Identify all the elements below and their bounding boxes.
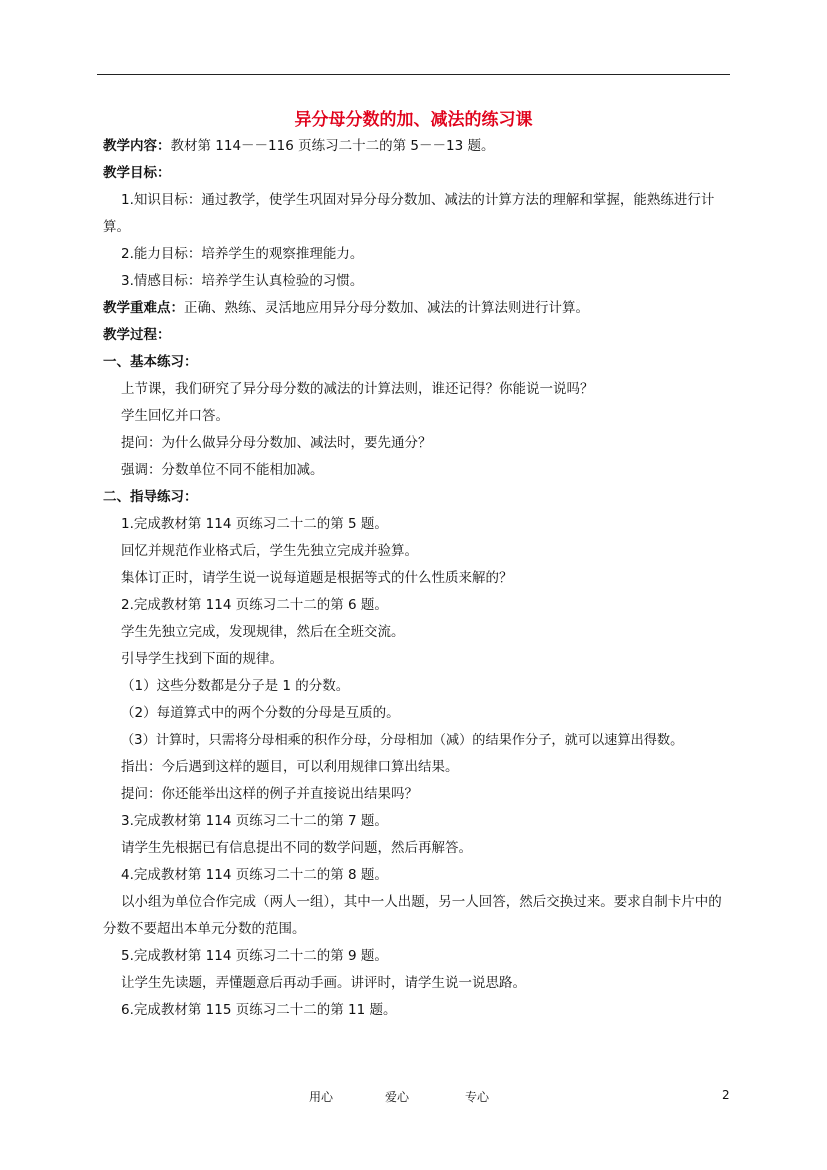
section2-line: （3）计算时，只需将分母相乘的积作分母，分母相加（减）的结果作分子，就可以速算出得数。 [121, 733, 684, 748]
section2-line: 让学生先读题，弄懂题意后再动手画。讲评时，请学生说一说思路。 [121, 975, 526, 991]
section2-heading: 二、指导练习： [103, 489, 198, 505]
document-body [103, 133, 733, 1024]
section1-line: 强调：分数单位不同不能相加减。 [121, 462, 324, 478]
section1-line: 学生回忆并口答。 [121, 408, 229, 424]
page-footer [0, 1088, 827, 1108]
content-label: 教学内容： [103, 138, 171, 154]
goal-item-3: 3.情感目标：培养学生认真检验的习惯。 [121, 273, 364, 289]
section1-line: 上节课，我们研究了异分母分数的减法的计算法则，谁还记得？你能说一说吗？ [121, 381, 594, 397]
page-number: 2 [722, 1088, 730, 1102]
section2-line: 请学生先根据已有信息提出不同的数学问题，然后再解答。 [121, 840, 472, 856]
footer-word: 专心 [465, 1090, 490, 1104]
section2-line: 4.完成教材第 114 页练习二十二的第 8 题。 [121, 867, 388, 883]
section2-line: 提问：你还能举出这样的例子并直接说出结果吗？ [121, 786, 418, 802]
section2-line: 1.完成教材第 114 页练习二十二的第 5 题。 [121, 516, 388, 532]
section2-line: 以小组为单位合作完成（两人一组），其中一人出题，另一人回答，然后交换过来。要求自制卡片中的分数不要超出本单元分数的范围。 [103, 894, 722, 937]
section1-line: 提问：为什么做异分母分数加、减法时，要先通分？ [121, 435, 432, 451]
content-line [103, 133, 733, 160]
header-rule [97, 74, 730, 75]
document-title: 异分母分数的加、减法的练习课 [294, 110, 533, 130]
section2-line: 引导学生找到下面的规律。 [121, 651, 283, 667]
goals-label: 教学目标： [103, 165, 171, 181]
section2-line: 指出：今后遇到这样的题目，可以利用规律口算出结果。 [121, 759, 459, 775]
section2-line: （1）这些分数都是分子是 1 的分数。 [121, 678, 350, 694]
section2-line: 3.完成教材第 114 页练习二十二的第 7 题。 [121, 813, 388, 829]
section1-heading: 一、基本练习： [103, 354, 198, 370]
section2-line: 2.完成教材第 114 页练习二十二的第 6 题。 [121, 597, 388, 613]
section2-line: 回忆并规范作业格式后，学生先独立完成并验算。 [121, 543, 418, 559]
goal-item-1: 1.知识目标：通过教学，使学生巩固对异分母分数加、减法的计算方法的理解和掌握，能熟练进行计算。 [103, 192, 715, 235]
goal-item-2: 2.能力目标：培养学生的观察推理能力。 [121, 246, 364, 262]
key-points-text: 正确、熟练、灵活地应用异分母分数加、减法的计算法则进行计算。 [184, 300, 589, 316]
section2-line: 5.完成教材第 114 页练习二十二的第 9 题。 [121, 948, 388, 964]
process-label: 教学过程： [103, 327, 171, 343]
key-points-line [103, 295, 733, 322]
section2-line: 学生先独立完成，发现规律，然后在全班交流。 [121, 624, 405, 640]
section2-line: 6.完成教材第 115 页练习二十二的第 11 题。 [121, 1002, 397, 1018]
footer-word: 用心 [309, 1090, 334, 1104]
key-points-label: 教学重难点： [103, 300, 184, 316]
footer-word: 爱心 [385, 1090, 410, 1104]
section2-line: 集体订正时，请学生说一说每道题是根据等式的什么性质来解的？ [121, 570, 513, 586]
content-text: 教材第 114－－116 页练习二十二的第 5－－13 题。 [170, 138, 495, 154]
section2-line: （2）每道算式中的两个分数的分母是互质的。 [121, 705, 400, 721]
